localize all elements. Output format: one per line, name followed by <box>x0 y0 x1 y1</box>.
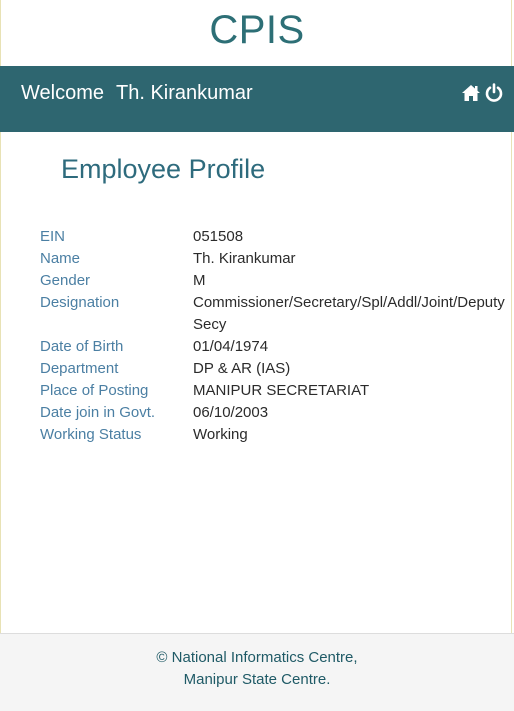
profile-row-date-join <box>40 402 514 424</box>
page-footer <box>0 633 514 711</box>
footer-credits <box>0 647 514 691</box>
field-label: Date join in Govt. <box>40 404 156 421</box>
field-label: Date of Birth <box>40 338 124 355</box>
power-icon[interactable] <box>484 83 504 103</box>
field-value: 051508 <box>193 228 244 245</box>
profile-row-place-of-posting <box>40 380 514 402</box>
profile-row-date-of-birth <box>40 336 514 358</box>
field-label: Gender <box>40 272 91 289</box>
field-value: MANIPUR SECRETARIAT <box>193 382 370 399</box>
profile-row-ein <box>40 226 514 248</box>
field-value: M <box>193 272 206 289</box>
app-title: CPIS <box>209 8 305 52</box>
footer-line-organization: © National Informatics Centre, <box>156 649 358 666</box>
field-label: Place of Posting <box>40 382 149 399</box>
field-value: Commissioner/Secretary/Spl/Addl/Joint/Deputy Secy <box>193 294 505 333</box>
footer-line-centre: Manipur State Centre. <box>183 671 331 688</box>
top-nav-bar <box>0 66 514 132</box>
welcome-label: Welcome <box>21 82 104 104</box>
field-label: Working Status <box>40 426 142 443</box>
field-value: 01/04/1974 <box>193 338 269 355</box>
employee-profile-details <box>40 226 514 446</box>
field-label: EIN <box>40 228 66 245</box>
field-value: 06/10/2003 <box>193 404 269 421</box>
user-name: Th. Kirankumar <box>116 82 253 104</box>
field-label: Name <box>40 250 81 267</box>
profile-row-name <box>40 248 514 270</box>
profile-row-designation <box>40 292 514 336</box>
profile-row-gender <box>40 270 514 292</box>
header-actions <box>458 82 504 104</box>
field-value: Th. Kirankumar <box>193 250 296 267</box>
profile-row-department <box>40 358 514 380</box>
home-icon[interactable] <box>461 83 481 103</box>
field-label: Department <box>40 360 119 377</box>
field-label: Designation <box>40 294 120 311</box>
welcome-message <box>21 82 253 105</box>
page-title: Employee Profile <box>61 154 266 184</box>
field-value: DP & AR (IAS) <box>193 360 291 377</box>
field-value: Working <box>193 426 248 443</box>
profile-row-working-status <box>40 424 514 446</box>
